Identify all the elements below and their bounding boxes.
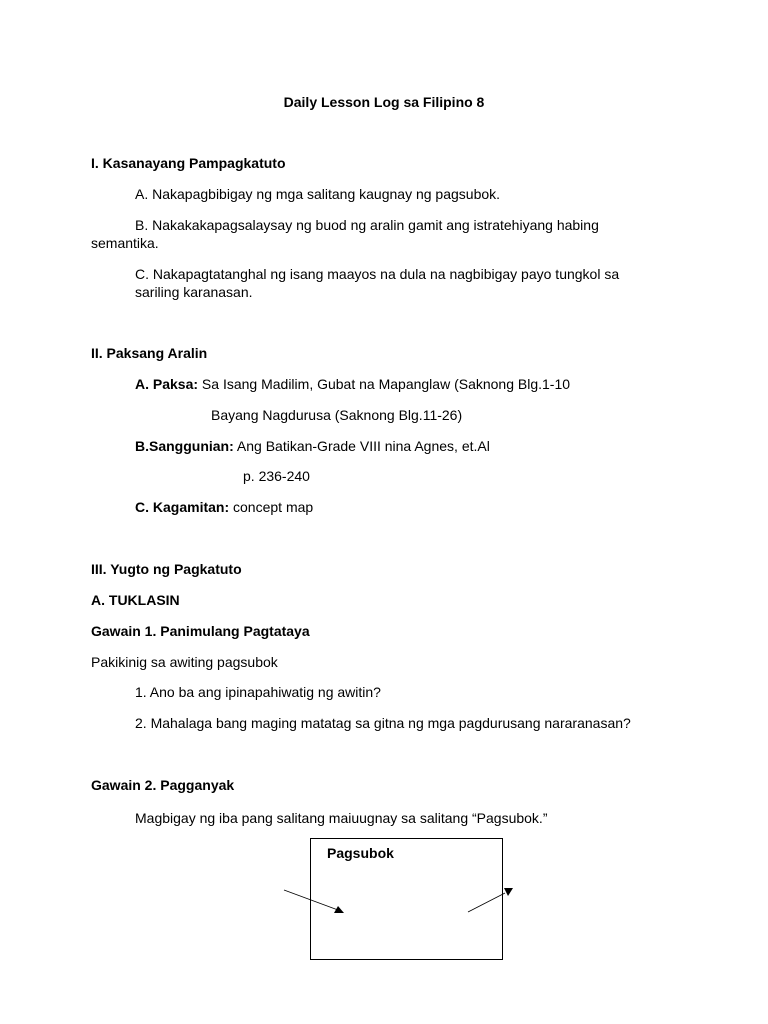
subheading-tuklasin: A. TUKLASIN — [91, 592, 180, 608]
question-2: 2. Mahalaga bang maging matatag sa gitna ng mga pagdurusang nararanasan? — [135, 715, 631, 731]
objective-a: A. Nakapagbibigay ng mga salitang kaugnay ng pagsubok. — [135, 186, 501, 202]
kagamitan-text: concept map — [229, 499, 314, 515]
section-heading-kasanayan: I. Kasanayang Pampagkatuto — [91, 155, 286, 171]
right-arrow-line — [468, 893, 505, 912]
objective-c-line2: sariling karanasan. — [135, 284, 253, 300]
objective-b-line1: B. Nakakakapagsalaysay ng buod ng aralin gamit ang istratehiyang habing — [135, 217, 599, 233]
right-arrowhead-icon — [504, 888, 513, 896]
sanggunian-label: B.Sanggunian: — [135, 438, 234, 454]
page-title: Daily Lesson Log sa Filipino 8 — [283, 94, 485, 110]
objective-b-line2: semantika. — [91, 235, 159, 251]
section-heading-paksang-aralin: II. Paksang Aralin — [91, 345, 208, 361]
kagamitan-label: C. Kagamitan: — [135, 499, 230, 515]
question-1: 1. Ano ba ang ipinapahiwatig ng awitin? — [135, 684, 381, 700]
paksa-line2: Bayang Nagdurusa (Saknong Blg.11-26) — [211, 407, 463, 423]
section-heading-yugto: III. Yugto ng Pagkatuto — [91, 561, 242, 577]
paksa-text: Sa Isang Madilim, Gubat na Mapanglaw (Saknong Blg.1-10 — [198, 376, 571, 392]
gawain1-intro: Pakikinig sa awiting pagsubok — [91, 654, 278, 670]
gawain2-instruction: Magbigay ng iba pang salitang maiuugnay sa salitang “Pagsubok.” — [135, 810, 548, 826]
sanggunian-text: Ang Batikan-Grade VIII nina Agnes, et.Al — [233, 438, 490, 454]
left-arrow-line — [284, 890, 338, 910]
paksa-label: A. Paksa: — [135, 376, 199, 392]
gawain1-heading: Gawain 1. Panimulang Pagtataya — [91, 623, 310, 639]
sanggunian-pages: p. 236-240 — [243, 468, 310, 484]
gawain2-heading: Gawain 2. Pagganyak — [91, 777, 235, 793]
concept-map-label: Pagsubok — [327, 845, 394, 861]
objective-c-line1: C. Nakapagtatanghal ng isang maayos na dula na nagbibigay payo tungkol sa — [135, 266, 620, 282]
